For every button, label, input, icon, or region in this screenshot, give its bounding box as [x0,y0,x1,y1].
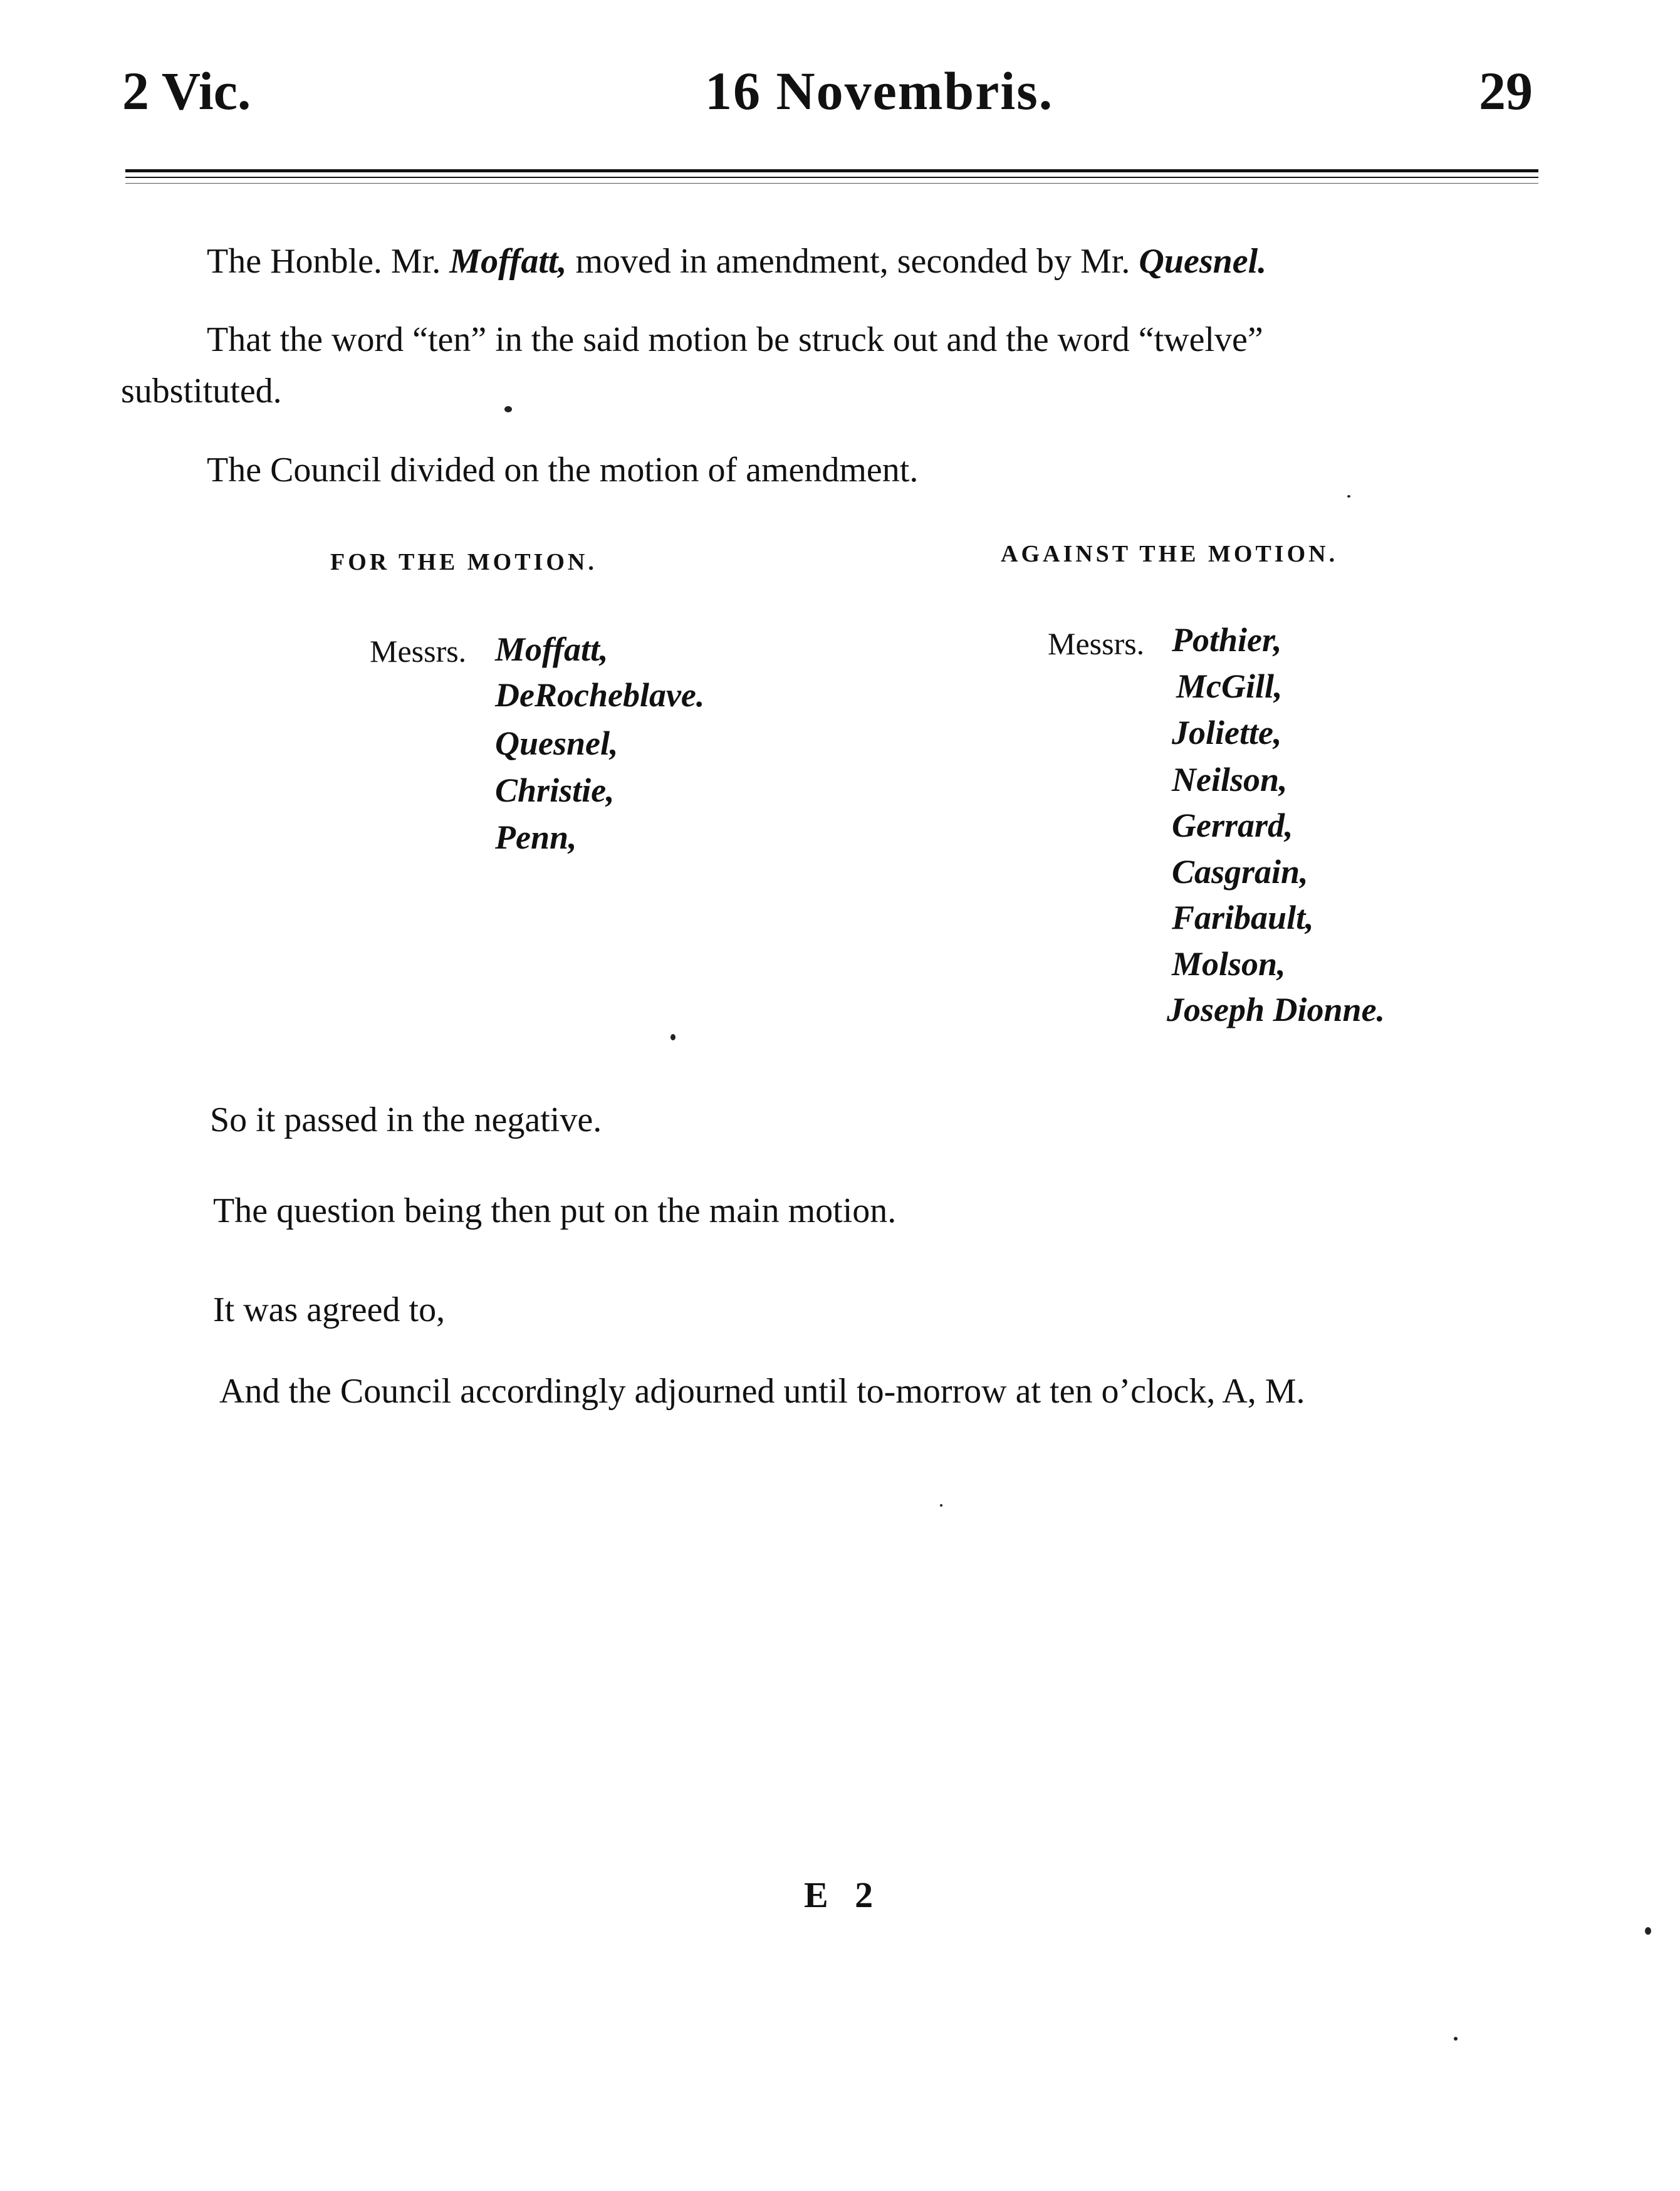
agreed-statement: It was agreed to, [213,1290,446,1329]
header-rule-thick [125,169,1538,172]
against-name: Casgrain, [1172,853,1308,891]
scan-speck [1347,495,1350,498]
mover-name: Moffatt, [449,242,567,281]
against-name: Molson, [1172,945,1286,983]
result-statement: So it passed in the negative. [210,1101,602,1139]
for-messrs-label: Messrs. [370,634,467,669]
for-name: Moffatt, [495,630,608,668]
scan-speck [940,1504,942,1507]
page-number: 29 [1479,61,1533,121]
scan-speck [1645,1927,1651,1935]
for-name: Penn, [495,818,577,856]
scan-speck [504,406,512,412]
against-name: Joseph Dionne. [1167,991,1385,1028]
against-messrs-label: Messrs. [1048,626,1145,661]
for-motion-heading: FOR THE MOTION. [330,549,597,575]
amendment-text-start: The Honble. Mr. [207,242,450,281]
against-name: McGill, [1176,667,1283,705]
for-name: Christie, [495,771,615,809]
against-name: Faribault, [1172,899,1314,936]
against-name: Gerrard, [1172,807,1293,844]
motion-text-line2: substituted. [121,372,282,410]
running-head-date: 16 Novembris. [705,61,1054,121]
amendment-paragraph [207,241,1266,281]
against-name: Neilson, [1172,761,1288,798]
for-name: DeRocheblave. [495,676,705,714]
against-name: Joliette, [1172,714,1282,751]
motion-text-line1: That the word “ten” in the said motion be struck out and the word “twelve” [207,320,1263,359]
header-rule-hairline [125,183,1538,184]
scan-speck [670,1034,676,1040]
adjournment-statement: And the Council accordingly adjourned until to-morrow at ten o’clock, A, M. [219,1372,1305,1411]
scan-speck [1454,2037,1458,2041]
seconder-name: Quesnel. [1139,242,1267,281]
division-statement: The Council divided on the motion of amendment. [207,451,919,489]
against-motion-heading: AGAINST THE MOTION. [1001,541,1338,567]
for-name: Quesnel, [495,724,618,762]
amendment-text-middle: moved in amendment, seconded by Mr. [566,242,1139,281]
header-rule-thin [125,177,1538,178]
signature-mark: E 2 [804,1875,882,1915]
running-head-left: 2 Vic. [122,61,251,121]
question-statement: The question being then put on the main motion. [213,1191,897,1230]
against-name: Pothier, [1172,621,1282,659]
